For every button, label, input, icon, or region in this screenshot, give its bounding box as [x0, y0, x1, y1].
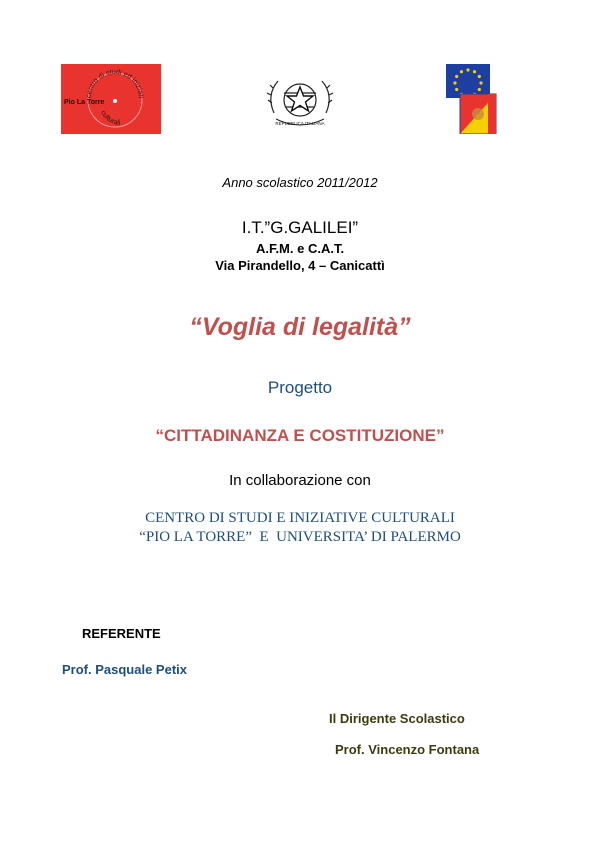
- principal-name: Prof. Vincenzo Fontana: [335, 742, 480, 757]
- emblem-caption: REPUBBLICA ITALIANA: [275, 121, 325, 126]
- project-name: “CITTADINANZA E COSTITUZIONE”: [155, 426, 445, 445]
- italian-republic-emblem: [262, 73, 338, 131]
- pio-center-text: Pio La Torre: [64, 99, 105, 106]
- school-year: Anno scolastico 2011/2012: [222, 175, 378, 190]
- school-address: Via Pirandello, 4 – Canicattì: [215, 258, 385, 273]
- emblem-icon: [262, 73, 338, 131]
- referent-label: REFERENTE: [82, 626, 161, 641]
- partner-line-2: “PIO LA TORRE” E UNIVERSITA’ DI PALERMO: [139, 529, 461, 545]
- partner-line-1: CENTRO DI STUDI E INIZIATIVE CULTURALI: [145, 510, 455, 526]
- pio-arc-text-bottom: culturali: [99, 109, 121, 127]
- pio-la-torre-logo: [61, 64, 161, 134]
- svg-text:centro di studi ed iniziative: [61, 64, 144, 99]
- pio-la-torre-mark: [61, 64, 161, 134]
- school-sections: A.F.M. e C.A.T.: [255, 241, 345, 256]
- principal-label: Il Dirigente Scolastico: [329, 711, 465, 726]
- collaboration-label: In collaborazione con: [229, 472, 371, 489]
- project-label: Progetto: [267, 378, 333, 397]
- eu-flag-icon: [446, 64, 498, 134]
- pio-arc-text-top: centro di studi ed iniziati: [85, 68, 145, 99]
- project-motto: “Voglia di legalità”: [189, 313, 411, 341]
- school-name: I.T.”G.GALILEI”: [241, 218, 359, 237]
- referent-name: Prof. Pasquale Petix: [62, 662, 187, 677]
- eu-sicily-logo: [446, 64, 498, 134]
